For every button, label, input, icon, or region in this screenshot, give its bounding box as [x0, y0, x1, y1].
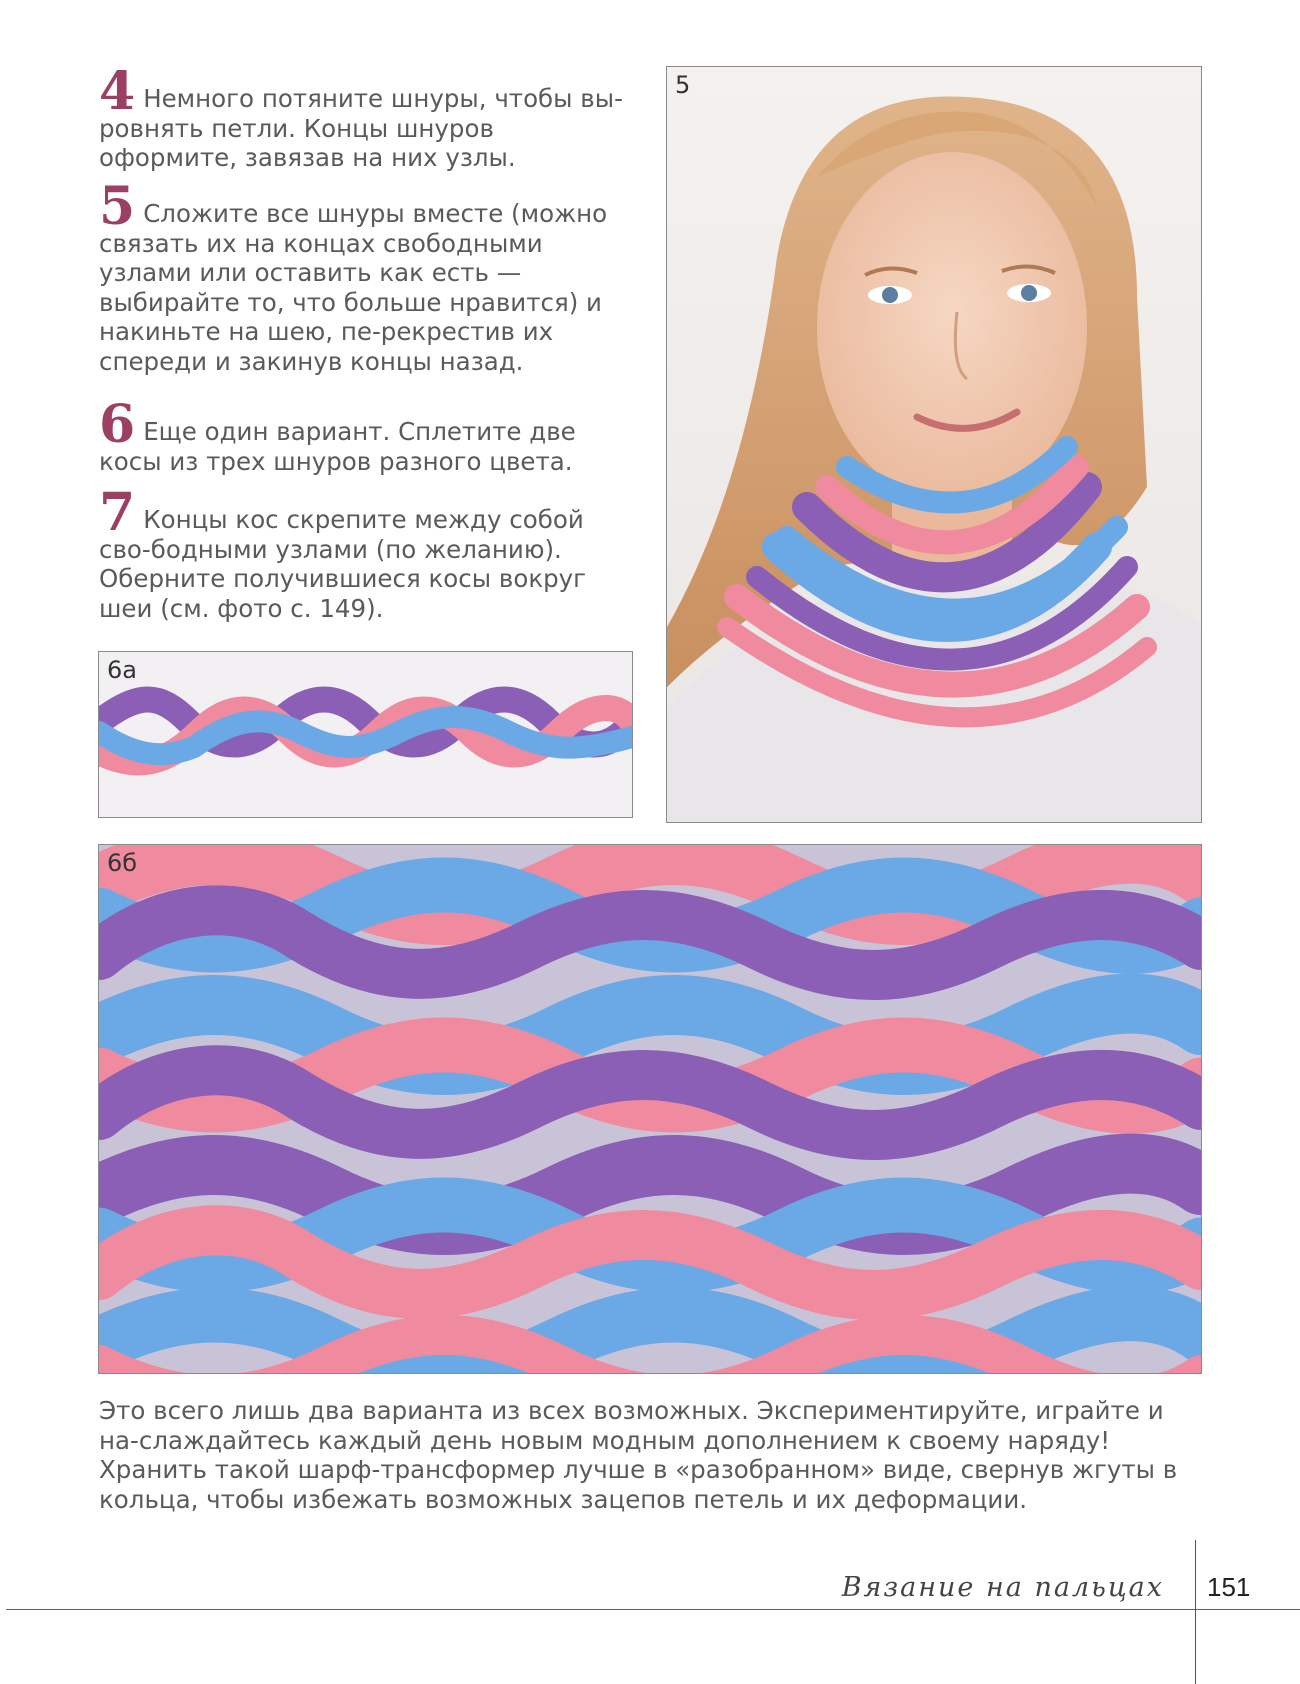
photo-label: 6а	[107, 656, 137, 684]
photo-label: 5	[675, 71, 691, 99]
closing-paragraph: Это всего лишь два варианта из всех возможных. Экспериментируйте, играйте и на-слаждайтесь каждый день новым модным дополнением к своему наряду! Хранить такой шарф-трансформер лучше в «разобранном» виде, свернув жгуты в кольца, чтобы избежать возможных зацепов петель и их деформации.	[99, 1396, 1178, 1514]
step-number: 4	[99, 61, 136, 122]
girl-scarf-illustration	[667, 67, 1201, 822]
footer-rule	[6, 1609, 1300, 1610]
step-number: 6	[99, 394, 136, 455]
page-number: 151	[1207, 1572, 1251, 1602]
photo-label: 6б	[107, 849, 138, 877]
step-4	[99, 61, 639, 173]
photo-6a-braid	[98, 651, 633, 818]
step-6	[99, 394, 639, 476]
step-number: 7	[99, 482, 136, 543]
step-text: Еще один вариант. Сплетите две косы из трех шнуров разного цвета.	[99, 417, 576, 476]
running-footer-title: Вязание на пальцах	[841, 1572, 1164, 1603]
photo-5-girl-with-scarf	[666, 66, 1202, 823]
braid-6a-illustration	[99, 652, 632, 817]
step-5	[99, 176, 639, 376]
photo-6b-braids-closeup	[98, 844, 1202, 1374]
step-number: 5	[99, 176, 136, 237]
footer-divider	[1195, 1540, 1196, 1684]
step-7	[99, 482, 639, 623]
step-text: Немного потяните шнуры, чтобы вы-ровнять петли. Концы шнуров оформите, завязав на них узлы.	[99, 84, 623, 172]
step-text: Концы кос скрепите между собой сво-бодными узлами (по желанию). Оберните получившиеся косы вокруг шеи (см. фото с. 149).	[99, 505, 587, 623]
braid-6b-illustration	[99, 845, 1201, 1373]
step-text: Сложите все шнуры вместе (можно связать их на концах свободными узлами или оставить как есть — выбирайте то, что больше нравится) и накиньте на шею, пе-рекрестив их спереди и закинув концы назад.	[99, 199, 608, 376]
